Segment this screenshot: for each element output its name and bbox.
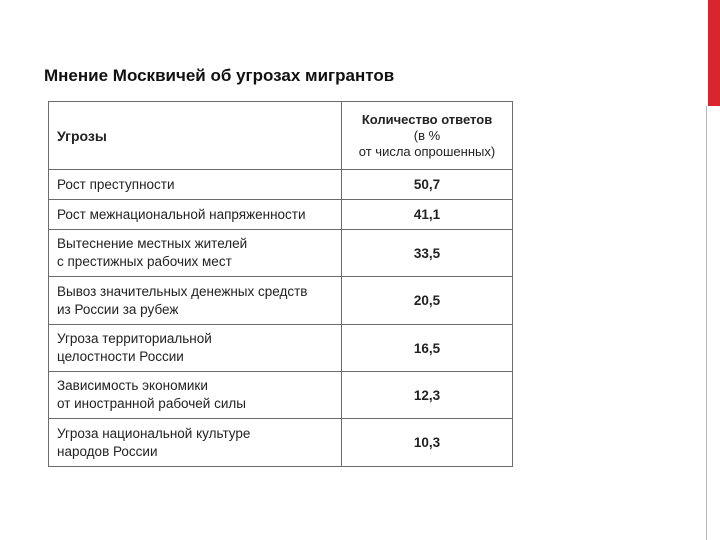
- table-row: [49, 230, 513, 277]
- threat-value: 10,3: [342, 419, 513, 467]
- accent-divider: [706, 106, 707, 540]
- threat-label-line2: целостности России: [57, 349, 184, 364]
- accent-bar: [708, 0, 720, 106]
- threat-label-line1: Зависимость экономики: [57, 378, 208, 393]
- threat-label-line1: Вывоз значительных денежных средств: [57, 283, 308, 299]
- threat-label: [49, 200, 342, 230]
- table-row: [49, 419, 513, 467]
- threat-label-line1: Угроза национальной культуре: [57, 425, 251, 441]
- threat-label: [49, 277, 342, 325]
- table-row: [49, 372, 513, 419]
- threat-label-line1: Рост преступности: [57, 176, 175, 192]
- header-threats: Угрозы: [49, 102, 342, 170]
- threat-label-line2: от иностранной рабочей силы: [57, 396, 246, 411]
- threat-label-line2: с престижных рабочих мест: [57, 254, 232, 269]
- table-row: [49, 277, 513, 325]
- header-answers-line2: (в %: [413, 127, 441, 143]
- table-row: [49, 325, 513, 372]
- threat-value: 16,5: [342, 325, 513, 372]
- slide-title: Мнение Москвичей об угрозах мигрантов: [44, 66, 395, 85]
- threats-table: [48, 101, 513, 467]
- threat-label: [49, 419, 342, 467]
- threat-value: 41,1: [342, 200, 513, 230]
- threat-value: 33,5: [342, 230, 513, 277]
- threat-value: 20,5: [342, 277, 513, 325]
- threat-value: 50,7: [342, 170, 513, 200]
- threat-label-line1: Угроза территориальной: [57, 331, 212, 346]
- header-answers: [342, 102, 513, 170]
- table-header-row: [49, 102, 513, 170]
- table-row: [49, 170, 513, 200]
- header-answers-line3: от числа опрошенных): [358, 143, 496, 159]
- threat-label-line1: Вытеснение местных жителей: [57, 236, 248, 251]
- threat-value: 12,3: [342, 372, 513, 419]
- threat-label: [49, 170, 342, 200]
- threat-label: [49, 230, 342, 277]
- threat-label: [49, 325, 342, 372]
- table-row: [49, 200, 513, 230]
- threat-label-line2: народов России: [57, 443, 158, 459]
- threat-label: [49, 372, 342, 419]
- header-answers-line1: Количество ответов: [361, 111, 493, 127]
- threat-label-line1: Рост межнациональной напряженности: [57, 206, 306, 222]
- threat-label-line2: из России за рубеж: [57, 301, 179, 317]
